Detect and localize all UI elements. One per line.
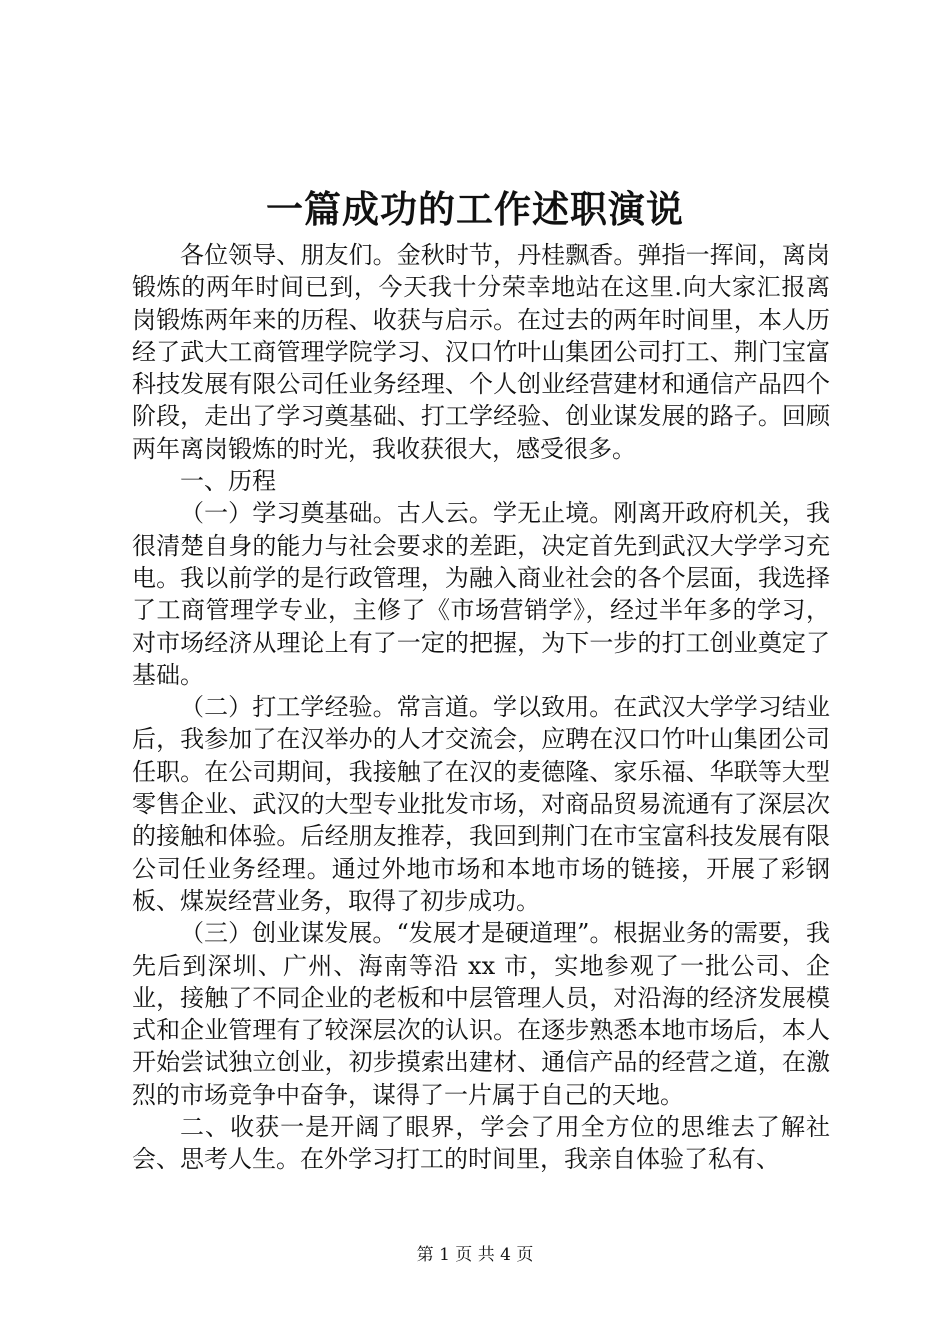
page-footer: 第 1 页 共 4 页 (416, 1245, 534, 1265)
paragraph-entrepreneurship: （三）创业谋发展。“发展才是硬道理”。根据业务的需要，我先后到深圳、广州、海南等沿 xx 市，实地参观了一批公司、企业，接触了不同企业的老板和中层管理人员，对沿海的经济发展模式和企业管理有了较深层次的认识。在逐步熟悉本地市场后，本人开始尝试独立创业，初步摸索出建材、通信产品的经营之道，在激烈的市场竞争中奋争，谋得了一片属于自己的天地。 (132, 919, 830, 1109)
paragraph-opening: 各位领导、朋友们。金秋时节，丹桂飘香。弹指一挥间，离岗锻炼的两年时间已到，今天我十分荣幸地站在这里.向大家汇报离岗锻炼两年来的历程、收获与启示。在过去的两年时间里，本人历经了武大工商管理学院学习、汉口竹叶山集团公司打工、荆门宝富科技发展有限公司任业务经理、个人创业经营建材和通信产品四个阶段，走出了学习奠基础、打工学经验、创业谋发展的路子。回顾两年离岗锻炼的时光，我收获很大，感受很多。 (132, 241, 830, 463)
document-title: 一篇成功的工作述职演说 (266, 187, 684, 231)
paragraph-study: （一）学习奠基础。古人云。学无止境。刚离开政府机关，我很清楚自身的能力与社会要求的差距，决定首先到武汉大学学习充电。我以前学的是行政管理，为融入商业社会的各个层面，我选择了工商管理学专业，主修了《市场营销学》，经过半年多的学习，对市场经济从理论上有了一定的把握，为下一步的打工创业奠定了基础。 (132, 499, 830, 689)
document-body (132, 239, 830, 1176)
paragraph-gains: 二、收获一是开阔了眼界，学会了用全方位的思维去了解社会、思考人生。在外学习打工的时间里，我亲自体验了私有、 (132, 1113, 830, 1174)
section-heading-history: 一、历程 (180, 467, 276, 496)
paragraph-work-experience: （二）打工学经验。常言道。学以致用。在武汉大学学习结业后，我参加了在汉举办的人才交流会，应聘在汉口竹叶山集团公司任职。在公司期间，我接触了在汉的麦德隆、家乐福、华联等大型零售企业、武汉的大型专业批发市场，对商品贸易流通有了深层次的接触和体验。后经朋友推荐，我回到荆门在市宝富科技发展有限公司任业务经理。通过外地市场和本地市场的链接，开展了彩钢板、煤炭经营业务，取得了初步成功。 (132, 693, 830, 915)
